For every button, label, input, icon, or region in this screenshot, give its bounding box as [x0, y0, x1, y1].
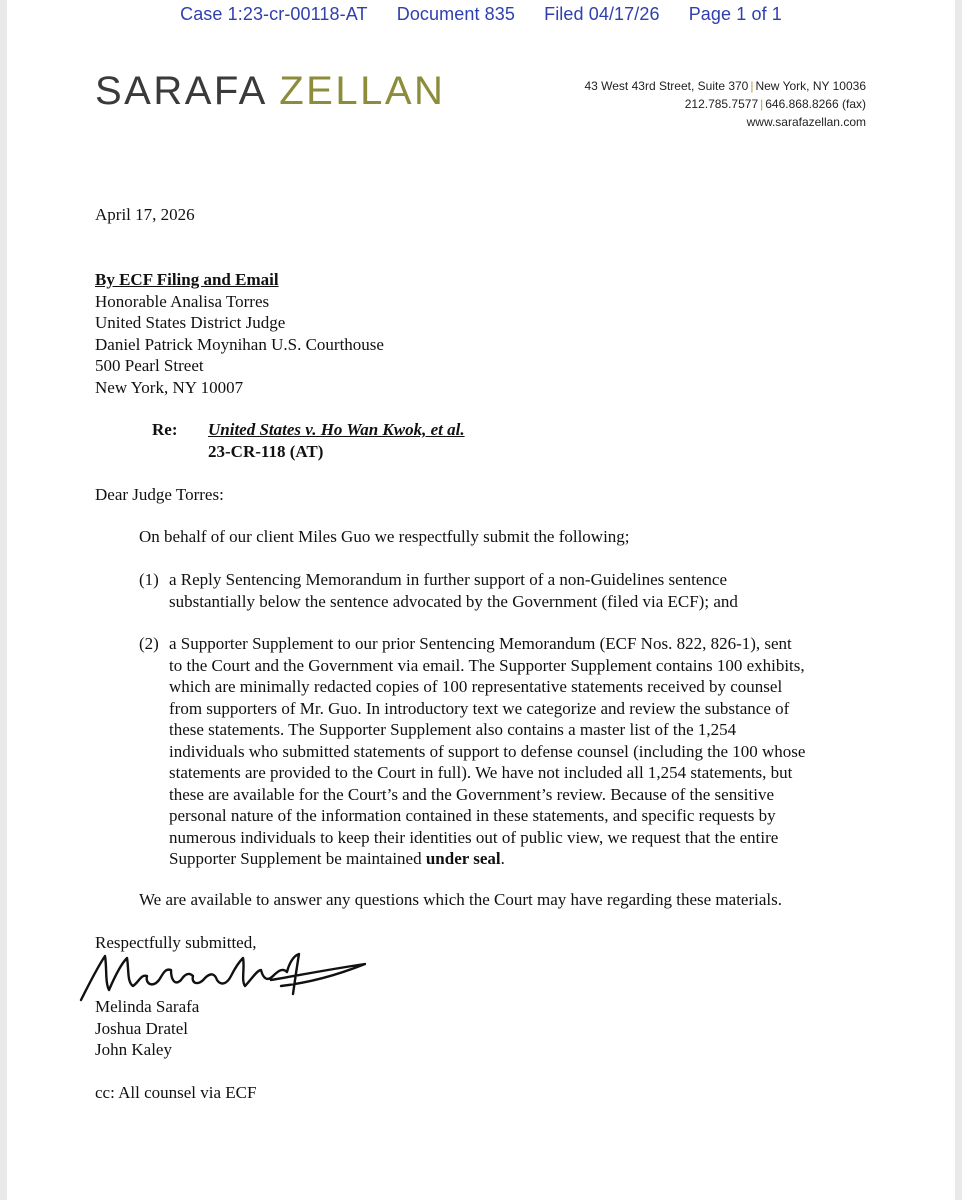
text-line: these are available for the Court’s and the Government’s review. Because of the sensitive: [169, 784, 775, 804]
signer-name: John Kaley: [95, 1040, 172, 1059]
text-line: personal nature of the information contained in these statements, and specific requests by: [169, 806, 776, 825]
text-fragment: .: [500, 849, 505, 868]
signoff: Respectfully submitted,: [95, 933, 257, 952]
case-number-stamp: Case 1:23-cr-00118-AT: [180, 4, 368, 24]
firm-phone: 212.785.7577: [684, 97, 759, 111]
document-number-stamp: Document 835: [396, 4, 515, 24]
separator: |: [760, 97, 764, 111]
text-line: statements are provided to the Court in full). We have not included all 1,254 statements, but: [169, 763, 793, 782]
list-item: [139, 569, 859, 612]
firm-phone-line: [584, 95, 866, 113]
text-line: substantially below the sentence advocated by the Government (filed via ECF); and: [169, 591, 738, 611]
delivery-method: By ECF Filing and Email: [95, 270, 279, 289]
salutation: Dear Judge Torres:: [95, 485, 224, 504]
list-marker: (1): [139, 570, 159, 589]
firm-address-line: [584, 77, 866, 95]
text-line: numerous individuals to keep their identities out of public view, we request that the entire: [169, 827, 779, 847]
list-item-body: [139, 633, 859, 870]
firm-website: www.sarafazellan.com: [746, 115, 866, 129]
recipient-title: United States District Judge: [95, 313, 286, 332]
case-caption: United States v. Ho Wan Kwok, et al.: [208, 420, 465, 439]
text-line: from supporters of Mr. Guo. In introductory text we categorize and review the substance of: [169, 698, 790, 718]
text-line: individuals who submitted statements of support to defense counsel (including the 100 whose: [169, 741, 806, 761]
list-item: [139, 633, 859, 870]
recipient-court: Daniel Patrick Moynihan U.S. Courthouse: [95, 334, 384, 354]
list-marker: (2): [139, 634, 159, 653]
text-line-last: [169, 848, 859, 870]
signer-name: Joshua Dratel: [95, 1018, 189, 1038]
firm-fax: 646.868.8266 (fax): [765, 97, 866, 111]
under-seal-emphasis: under seal: [425, 849, 501, 868]
recipient-name: Honorable Analisa Torres: [95, 291, 270, 311]
signers-block: [95, 996, 199, 1061]
closing-paragraph: We are available to answer any questions which the Court may have regarding these materials.: [139, 890, 782, 909]
text-line: a Supporter Supplement to our prior Sentencing Memorandum (ECF Nos. 822, 826-1), sent: [169, 634, 792, 653]
firm-street: 43 West 43rd Street, Suite 370: [584, 79, 749, 93]
firm-logo: [95, 68, 445, 114]
separator: |: [750, 79, 754, 93]
filed-date-stamp: Filed 04/17/26: [544, 4, 660, 24]
firm-city: New York, NY 10036: [755, 79, 866, 93]
re-label: Re:: [152, 420, 178, 439]
recipient-address: [95, 269, 384, 398]
firm-logo-first: SARAFA: [95, 69, 266, 113]
intro-paragraph: On behalf of our client Miles Guo we respectfully submit the following;: [139, 527, 630, 546]
page-edge-right: [955, 0, 962, 1200]
signer-name: Melinda Sarafa: [95, 997, 200, 1016]
text-fragment: Supporter Supplement be maintained: [169, 849, 426, 868]
letter-date: April 17, 2026: [95, 205, 195, 224]
firm-contact-block: [584, 77, 866, 131]
recipient-city: New York, NY 10007: [95, 377, 244, 397]
recipient-street: 500 Pearl Street: [95, 356, 204, 375]
text-line: these statements. The Supporter Supplement also contains a master list of the 1,254: [169, 720, 737, 739]
list-item-body: [139, 569, 859, 612]
page-count-stamp: Page 1 of 1: [688, 4, 782, 24]
firm-logo-second: ZELLAN: [279, 69, 446, 113]
cc-line: cc: All counsel via ECF: [95, 1083, 257, 1102]
text-line: a Reply Sentencing Memorandum in further support of a non-Guidelines sentence: [169, 570, 728, 589]
text-line: to the Court and the Government via email. The Supporter Supplement contains 100 exhibits,: [169, 655, 805, 675]
re-line: [152, 419, 465, 462]
page-edge-left: [0, 0, 7, 1200]
text-line: which are minimally redacted copies of 100 representative statements received by counsel: [169, 677, 783, 696]
case-number: 23-CR-118 (AT): [208, 441, 324, 461]
ecf-filing-header: [0, 4, 962, 25]
